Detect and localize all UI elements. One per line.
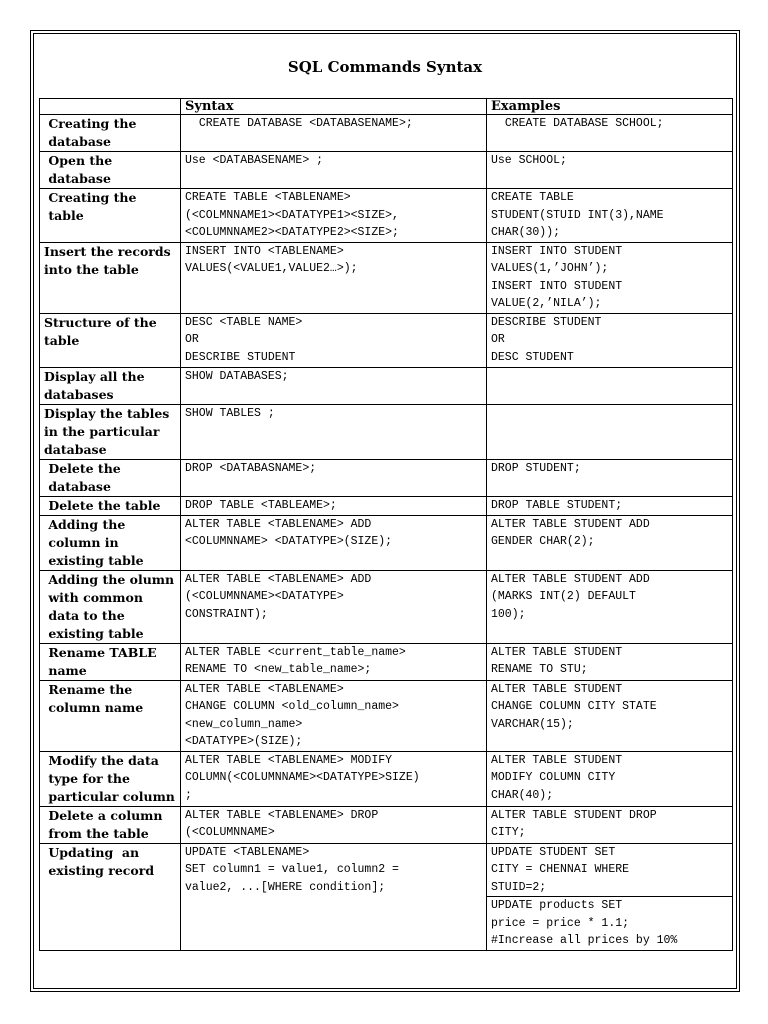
syntax-cell: UPDATE <TABLENAME> SET column1 = value1, column2 = value2, ...[WHERE condition]; xyxy=(181,843,487,950)
table-row xyxy=(40,751,733,806)
syntax-cell: DESC <TABLE NAME> OR DESCRIBE STUDENT xyxy=(181,313,487,367)
example-cell xyxy=(487,404,733,459)
syntax-cell: ALTER TABLE <TABLENAME> CHANGE COLUMN <old_column_name> <new_column_name> <DATATYPE>(SIZE); xyxy=(181,680,487,751)
example-cell: ALTER TABLE STUDENT CHANGE COLUMN CITY STATE VARCHAR(15); xyxy=(487,680,733,751)
example-cell: UPDATE products SET price = price * 1.1; #Increase all prices by 10% xyxy=(487,897,733,951)
example-cell: DROP TABLE STUDENT; xyxy=(487,496,733,515)
table-row xyxy=(40,643,733,680)
example-cell: DROP STUDENT; xyxy=(487,459,733,496)
example-cell: ALTER TABLE STUDENT DROP CITY; xyxy=(487,806,733,843)
table-row xyxy=(40,115,733,152)
command-name: Delete a column from the table xyxy=(40,806,181,843)
syntax-cell: ALTER TABLE <current_table_name> RENAME TO <new_table_name>; xyxy=(181,643,487,680)
table-row xyxy=(40,515,733,570)
command-name: Open the database xyxy=(40,152,181,189)
syntax-cell: ALTER TABLE <TABLENAME> DROP (<COLUMNNAME> xyxy=(181,806,487,843)
command-name: Adding the column in existing table xyxy=(40,515,181,570)
syntax-cell: SHOW TABLES ; xyxy=(181,404,487,459)
table-row xyxy=(40,459,733,496)
command-name: Rename TABLE name xyxy=(40,643,181,680)
table-row xyxy=(40,806,733,843)
command-name: Creating the table xyxy=(40,189,181,243)
command-name: Structure of the table xyxy=(40,313,181,367)
table-row xyxy=(40,313,733,367)
command-name: Display the tables in the particular database xyxy=(40,404,181,459)
command-name: Delete the database xyxy=(40,459,181,496)
table-header-row xyxy=(40,99,733,115)
command-name: Creating the database xyxy=(40,115,181,152)
syntax-cell: ALTER TABLE <TABLENAME> ADD (<COLUMNNAME><DATATYPE> CONSTRAINT); xyxy=(181,570,487,643)
table-row xyxy=(40,496,733,515)
example-cell: DESCRIBE STUDENT OR DESC STUDENT xyxy=(487,313,733,367)
table-row xyxy=(40,189,733,243)
sql-commands-table xyxy=(39,98,733,951)
syntax-cell: ALTER TABLE <TABLENAME> ADD <COLUMNNAME> <DATATYPE>(SIZE); xyxy=(181,515,487,570)
table-row xyxy=(40,570,733,643)
syntax-cell: CREATE DATABASE <DATABASENAME>; xyxy=(181,115,487,152)
command-name: Updating an existing record xyxy=(40,843,181,950)
command-name: Adding the olumn with common data to the existing table xyxy=(40,570,181,643)
table-row xyxy=(40,367,733,404)
command-name: Delete the table xyxy=(40,496,181,515)
syntax-cell: Use <DATABASENAME> ; xyxy=(181,152,487,189)
command-name: Display all the databases xyxy=(40,367,181,404)
syntax-cell: SHOW DATABASES; xyxy=(181,367,487,404)
table-row xyxy=(40,843,733,897)
syntax-cell: INSERT INTO <TABLENAME> VALUES(<VALUE1,VALUE2…>); xyxy=(181,242,487,313)
table-row xyxy=(40,404,733,459)
command-name: Rename the column name xyxy=(40,680,181,751)
syntax-cell: DROP TABLE <TABLEAME>; xyxy=(181,496,487,515)
syntax-cell: ALTER TABLE <TABLENAME> MODIFY COLUMN(<COLUMNNAME><DATATYPE>SIZE) ; xyxy=(181,751,487,806)
example-cell: Use SCHOOL; xyxy=(487,152,733,189)
example-cell: CREATE DATABASE SCHOOL; xyxy=(487,115,733,152)
table-row xyxy=(40,152,733,189)
syntax-cell: CREATE TABLE <TABLENAME> (<COLMNNAME1><DATATYPE1><SIZE>, <COLUMNNAME2><DATATYPE2><SIZE>; xyxy=(181,189,487,243)
example-cell: CREATE TABLE STUDENT(STUID INT(3),NAME CHAR(30)); xyxy=(487,189,733,243)
command-name: Insert the records into the table xyxy=(40,242,181,313)
document-title: SQL Commands Syntax xyxy=(287,58,483,76)
example-cell: INSERT INTO STUDENT VALUES(1,’JOHN’); INSERT INTO STUDENT VALUE(2,’NILA’); xyxy=(487,242,733,313)
example-cell: ALTER TABLE STUDENT MODIFY COLUMN CITY CHAR(40); xyxy=(487,751,733,806)
example-cell: UPDATE STUDENT SET CITY = CHENNAI WHERE STUID=2; xyxy=(487,843,733,897)
command-name: Modify the data type for the particular column xyxy=(40,751,181,806)
table-row xyxy=(40,242,733,313)
example-cell xyxy=(487,367,733,404)
syntax-cell: DROP <DATABASNAME>; xyxy=(181,459,487,496)
table-row xyxy=(40,680,733,751)
header-command xyxy=(40,99,181,115)
header-syntax: Syntax xyxy=(181,99,487,115)
header-examples: Examples xyxy=(487,99,733,115)
example-cell: ALTER TABLE STUDENT ADD GENDER CHAR(2); xyxy=(487,515,733,570)
example-cell: ALTER TABLE STUDENT RENAME TO STU; xyxy=(487,643,733,680)
example-cell: ALTER TABLE STUDENT ADD (MARKS INT(2) DEFAULT 100); xyxy=(487,570,733,643)
